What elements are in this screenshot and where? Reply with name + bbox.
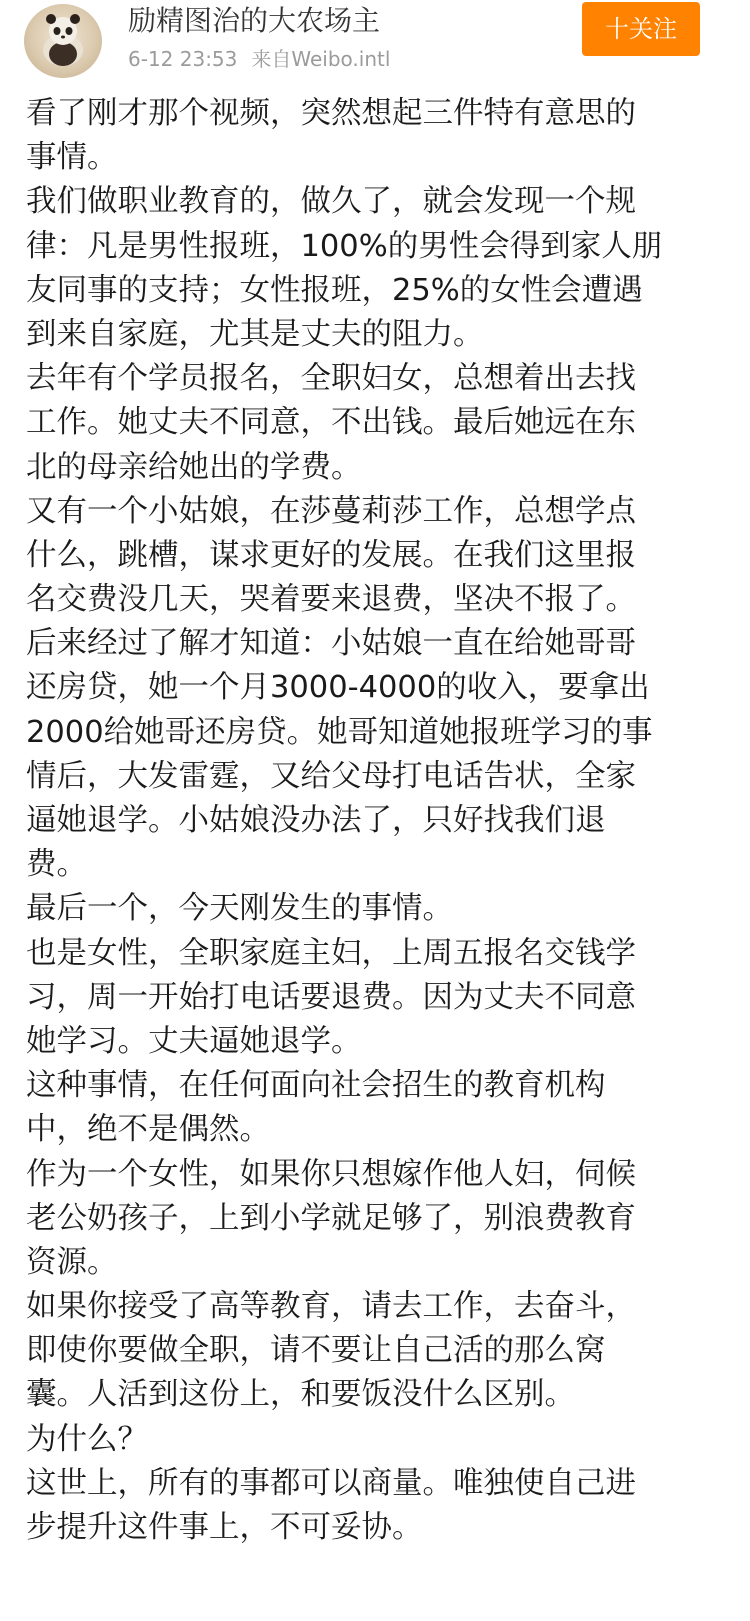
post-text-line: 还房贷，她一个月3000-4000的收入，要拿出 <box>26 670 650 706</box>
post-text-line: 看了刚才那个视频，突然想起三件特有意思的 <box>26 96 636 131</box>
post-text-line: 律：凡是男性报班，100%的男性会得到家人朋 <box>26 228 663 264</box>
post-text-line: 逼她退学。小姑娘没办法了，只好找我们退 <box>26 803 606 838</box>
post-text-line: 什么，跳槽，谋求更好的发展。在我们这里报 <box>26 537 636 573</box>
post-text-line: 资源。 <box>26 1244 118 1280</box>
panda-avatar-icon <box>24 4 102 78</box>
post-text-line: 即使你要做全职，请不要让自己活的那么窝 <box>26 1333 606 1369</box>
post-text-line: 如果你接受了高等教育，请去工作，去奋斗， <box>26 1289 636 1325</box>
post-text-line: 2000给她哥还房贷。她哥知道她报班学习的事 <box>26 714 653 750</box>
post-body <box>26 92 716 1550</box>
post-source[interactable]: 来自Weibo.intl <box>251 47 391 71</box>
post-text-line: 我们做职业教育的，做久了，就会发现一个规 <box>26 184 636 220</box>
post-header <box>0 0 750 86</box>
post-text-line: 费。 <box>26 847 87 883</box>
post-text-line: 北的母亲给她出的学费。 <box>26 449 362 485</box>
post-text-line: 事情。 <box>26 140 118 176</box>
follow-button[interactable]: 十关注 <box>582 2 700 56</box>
post-text-line: 到来自家庭，尤其是丈夫的阻力。 <box>26 316 484 352</box>
post-timestamp: 6-12 23:53 <box>128 47 238 71</box>
post-text-line: 去年有个学员报名，全职妇女，总想着出去找 <box>26 361 636 397</box>
avatar[interactable] <box>24 4 102 78</box>
post-text-line: 老公奶孩子，上到小学就足够了，别浪费教育 <box>26 1200 636 1236</box>
username[interactable]: 励精图治的大农场主 <box>128 4 381 37</box>
post-meta <box>128 46 390 72</box>
post-text-line: 名交费没几天，哭着要来退费，坚决不报了。 <box>26 582 636 618</box>
post-text-line: 囊。人活到这份上，和要饭没什么区别。 <box>26 1377 575 1413</box>
post-text-line: 步提升这件事上，不可妥协。 <box>26 1510 423 1545</box>
post-text-line: 友同事的支持；女性报班，25%的女性会遭遇 <box>26 272 643 308</box>
post-text-line: 工作。她丈夫不同意，不出钱。最后她远在东 <box>26 405 636 441</box>
post-text-line: 情后，大发雷霆，又给父母打电话告状，全家 <box>26 758 636 794</box>
post-text-line: 习，周一开始打电话要退费。因为丈夫不同意 <box>26 979 636 1015</box>
post-text-line: 为什么？ <box>26 1421 148 1457</box>
post-text-line: 也是女性，全职家庭主妇，上周五报名交钱学 <box>26 935 636 971</box>
post-text-line: 这种事情，在任何面向社会招生的教育机构 <box>26 1068 606 1104</box>
post-text-line: 作为一个女性，如果你只想嫁作他人妇，伺候 <box>26 1156 636 1192</box>
post-text-line: 她学习。丈夫逼她退学。 <box>26 1023 362 1059</box>
post-text-line: 又有一个小姑娘，在莎蔓莉莎工作，总想学点 <box>26 493 636 529</box>
post-text-line: 中，绝不是偶然。 <box>26 1112 270 1148</box>
post-text-line: 最后一个，今天刚发生的事情。 <box>26 891 453 927</box>
post-text-line: 后来经过了解才知道：小姑娘一直在给她哥哥 <box>26 626 636 662</box>
post-text-line: 这世上，所有的事都可以商量。唯独使自己进 <box>26 1465 636 1501</box>
